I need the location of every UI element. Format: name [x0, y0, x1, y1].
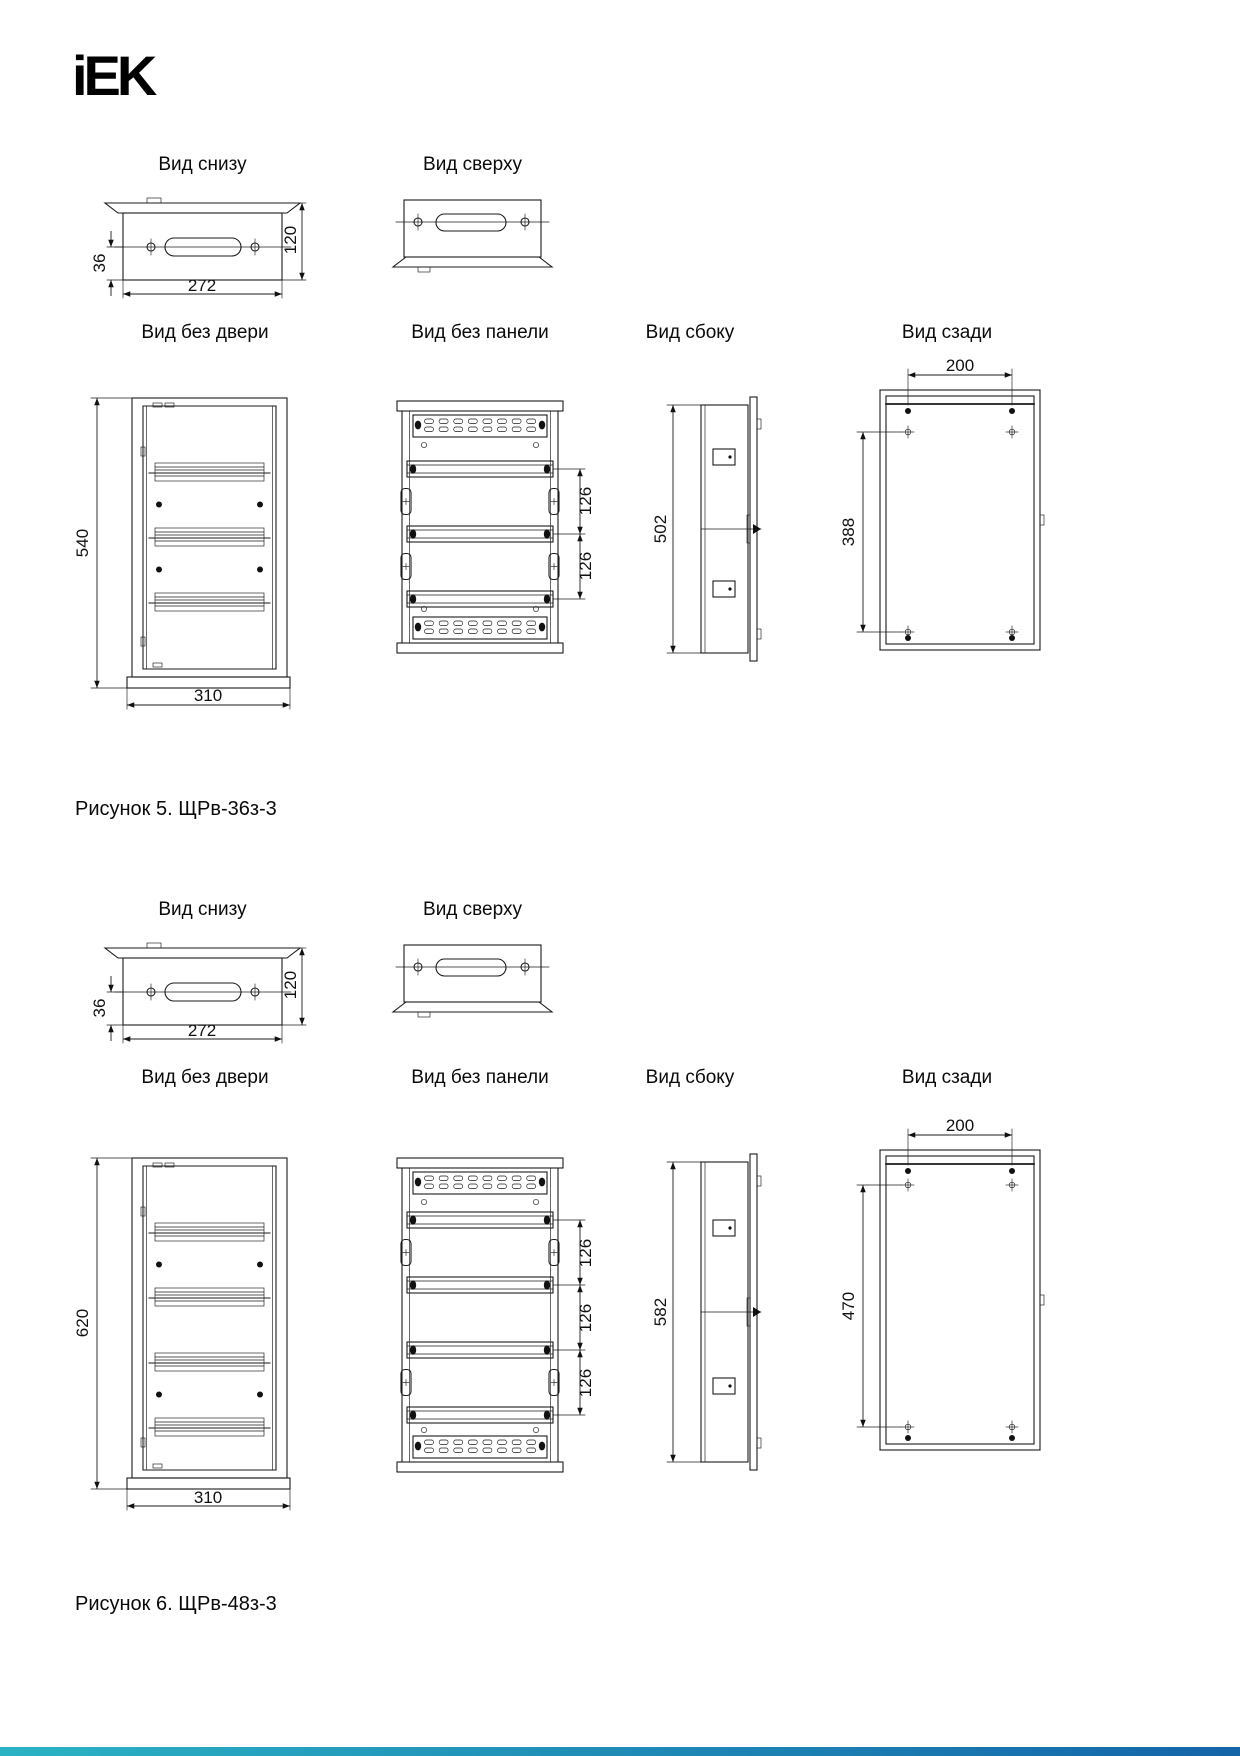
view-title-no-panel: Вид без панели: [411, 1067, 549, 1088]
dim-label: 388: [839, 517, 858, 547]
fig5-no-door-drawing: [75, 390, 305, 715]
view-title-bottom: Вид снизу: [158, 154, 247, 175]
dim-label: 126: [576, 551, 595, 581]
dim-label: 200: [945, 356, 975, 375]
view-title-no-door: Вид без двери: [141, 1067, 269, 1088]
view-title-rear: Вид сзади: [901, 1067, 993, 1088]
dim-label: 126: [576, 1238, 595, 1268]
fig6-no-panel-drawing: [380, 1150, 595, 1505]
fig6-rear-view-drawing: [835, 1115, 1050, 1510]
fig5-side-view-drawing: [655, 393, 775, 678]
dim-label: 126: [576, 1303, 595, 1333]
dim-label: 470: [839, 1291, 858, 1321]
dim-label: 310: [193, 686, 223, 705]
view-title-top: Вид сверху: [423, 899, 522, 920]
dim-label: 310: [193, 1488, 223, 1507]
fig6-side-view-drawing: [655, 1150, 775, 1485]
dim-label: 120: [281, 970, 300, 1000]
figure-caption: Рисунок 6. ЩРв-48з-3: [75, 1593, 277, 1615]
dim-label: 36: [90, 253, 109, 273]
fig5-rear-view-drawing: [835, 355, 1050, 675]
dim-label: 540: [73, 528, 92, 558]
view-title-no-door: Вид без двери: [141, 322, 269, 343]
view-title-no-panel: Вид без панели: [411, 322, 549, 343]
fig5-no-panel-drawing: [380, 393, 595, 688]
view-title-top: Вид сверху: [423, 154, 522, 175]
fig6-no-door-drawing: [75, 1150, 305, 1515]
view-title-rear: Вид сзади: [901, 322, 993, 343]
dim-label: 272: [187, 1021, 217, 1040]
dim-label: 620: [73, 1308, 92, 1338]
footer-accent-bar: [0, 1747, 1240, 1756]
fig5-top-view-drawing: [390, 190, 555, 280]
dim-label: 200: [945, 1116, 975, 1135]
dim-label: 582: [651, 1297, 670, 1327]
dim-label: 126: [576, 1368, 595, 1398]
view-title-side: Вид сбоку: [645, 322, 735, 343]
iek-logo: iEK: [72, 44, 154, 107]
figure-caption: Рисунок 5. ЩРв-36з-3: [75, 798, 277, 820]
view-title-bottom: Вид снизу: [158, 899, 247, 920]
dim-label: 126: [576, 486, 595, 516]
dim-label: 272: [187, 276, 217, 295]
dim-label: 502: [651, 514, 670, 544]
fig6-top-view-drawing: [390, 935, 555, 1025]
view-title-side: Вид сбоку: [645, 1067, 735, 1088]
dim-label: 120: [281, 225, 300, 255]
dim-label: 36: [90, 998, 109, 1018]
